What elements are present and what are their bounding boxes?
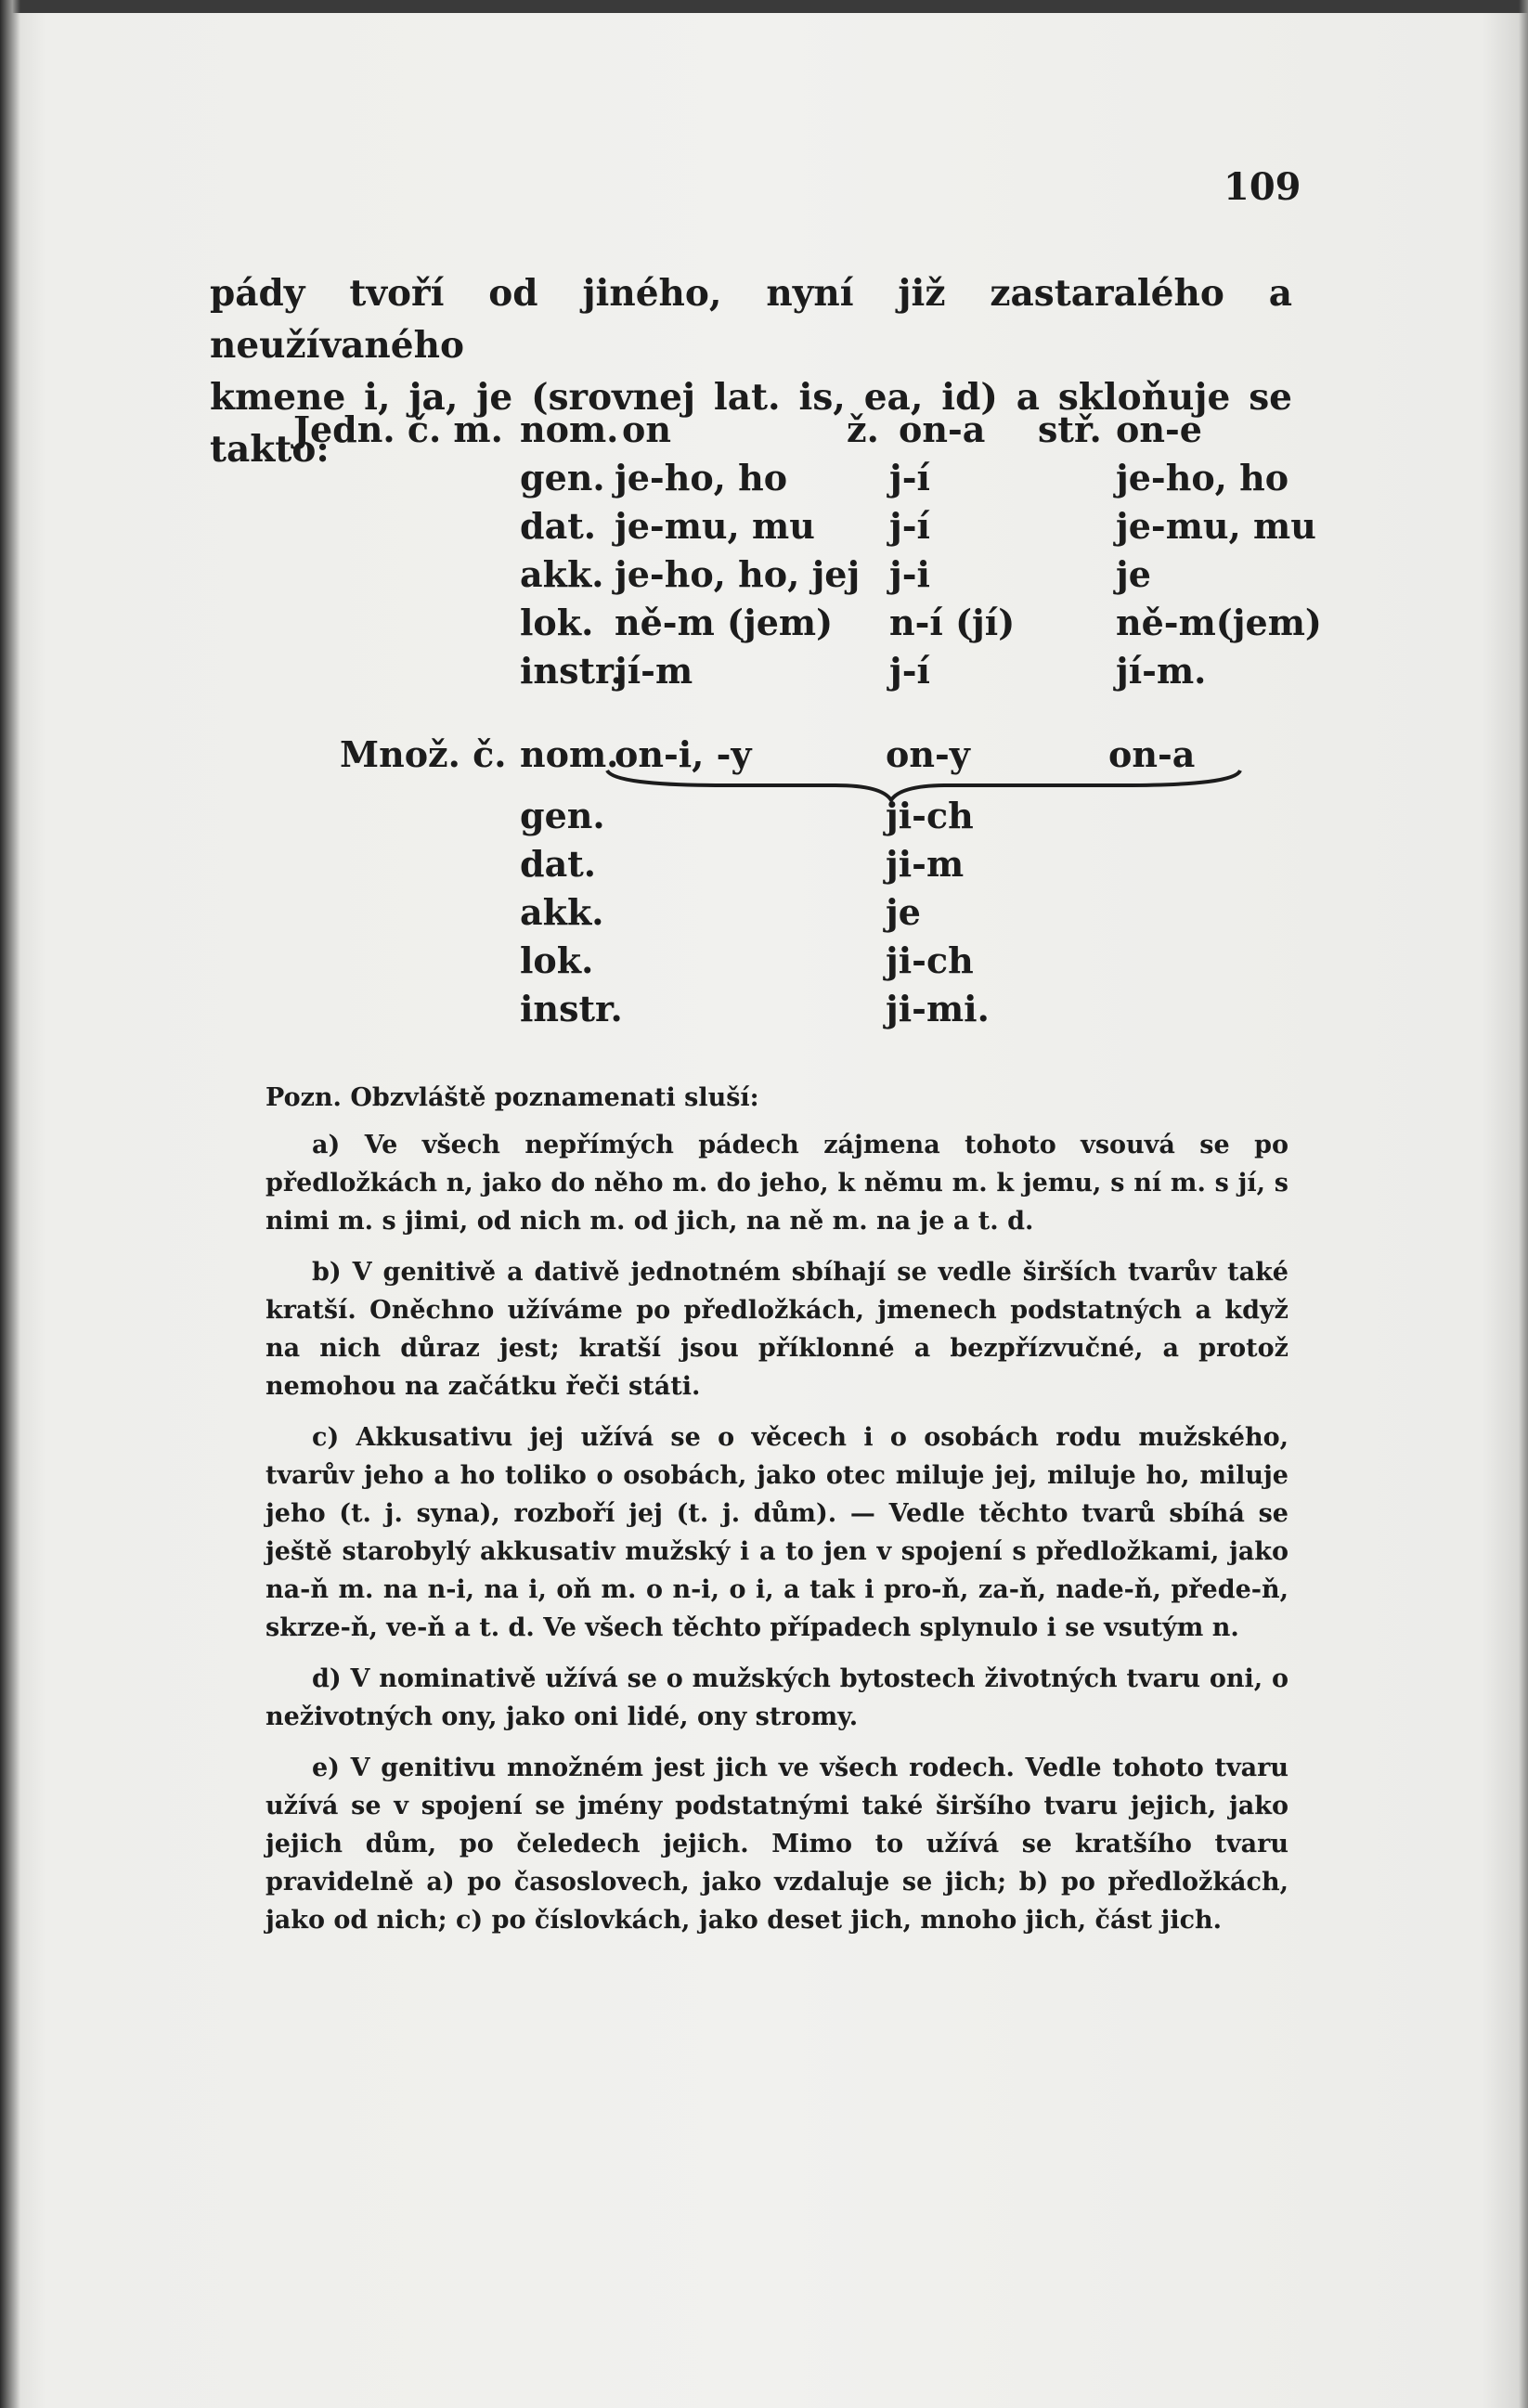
singular-label: Jedn. č. m. — [293, 408, 503, 450]
plural-form: je — [886, 891, 921, 933]
plural-form: ji-ch — [886, 939, 974, 981]
case-label: akk. — [520, 891, 604, 933]
note-e: e) V genitivu množném jest jich ve všech rodech. Vedle tohoto tvaru užívá se v spojení se jmény podstatnými také širšího tvaru jejich, jako jejich dům, po čeledech jejich. Mimo to užívá se kratšího tvaru pravidelně a) po časoslovech, jako vzdaluje se jich; b) po předložkách, jako od nich; c) po číslovkách, jako deset jich, mnoho jich, část jich. — [265, 1754, 1288, 1935]
case-label: nom. — [520, 733, 619, 775]
case-label: akk. — [520, 553, 604, 595]
case-label: gen. — [520, 457, 605, 498]
plural-label: Množ. č. — [340, 733, 507, 775]
case-label: dat. — [520, 843, 596, 885]
intro-line-1: pády tvoří od jiného, nyní již zastaralého a neužívaného — [210, 272, 1292, 367]
case-label: nom. — [520, 408, 619, 450]
note-c: c) Akkusativu jej užívá se o věcech i o osobách rodu mužského, tvarův jeho a ho toliko o osobách, jako otec miluje jej, miluje ho, miluje jeho (t. j. syna), rozboří jej (t. j. dům). — Vedle těchto tvarů sbíhá se ještě starobylý akkusativ mužský i a to jen v spojení s předložkami, jako na-ň m. na n-i, na i, oň m. o n-i, o i, a tak i pro-ň, za-ň, nade-ň, přede-ň, skrze-ň, ve-ň a t. d. Ve všech těchto případech splynulo i se vsutým n. — [265, 1423, 1288, 1642]
note-d: d) V nominativě užívá se o mužských bytostech životných tvaru oni, o neživotných ony, jako oni lidé, ony stromy. — [265, 1664, 1288, 1731]
neut-form: on-e — [1116, 408, 1202, 450]
note-b: b) V genitivě a dativě jednotném sbíhají se vedle širších tvarův také kratší. Oněchno užíváme po předložkách, jmenech podstatných a když na nich důraz jest; kratší jsou příklonné a bezpřízvučné, a protož nemohou na začátku řeči státi. — [265, 1258, 1288, 1401]
note-a: a) Ve všech nepřímých pádech zájmena tohoto vsouvá se po předložkách n, jako do něho m. do jeho, k němu m. k jemu, s ní m. s jí, s nimi m. s jimi, od nich m. od jich, na ně m. na je a t. d. — [265, 1131, 1288, 1236]
neuter-label: stř. — [1038, 408, 1102, 450]
masc-form: je-ho, ho, jej — [615, 553, 861, 595]
masc-form: on — [622, 408, 671, 450]
scan-edge-top — [0, 0, 1528, 13]
page-number: 109 — [1224, 165, 1301, 209]
neut-form: ně-m(jem) — [1116, 602, 1322, 643]
notes-heading: Pozn. Obzvláště poznamenati sluší: — [265, 1083, 759, 1112]
scan-edge-left — [0, 0, 20, 2408]
fem-form: j-í — [889, 505, 930, 547]
notes-section — [265, 1079, 1288, 1952]
neut-form: je — [1116, 553, 1151, 595]
scan-edge-right — [1519, 0, 1528, 2408]
neut-form: je-ho, ho — [1116, 457, 1289, 498]
plural-form: ji-mi. — [886, 988, 990, 1029]
case-label: instr. — [520, 988, 623, 1029]
masc-form: on-i, -y — [615, 733, 752, 775]
case-label: gen. — [520, 795, 605, 836]
case-label: instr. — [520, 650, 623, 692]
neut-form: je-mu, mu — [1116, 505, 1316, 547]
case-label: lok. — [520, 602, 594, 643]
masc-form: je-ho, ho — [615, 457, 788, 498]
case-label: lok. — [520, 939, 594, 981]
intro-line-2: kmene i, ja, je (srovnej lat. is, ea, id) a skloňuje se takto: — [210, 376, 1292, 471]
fem-form: on-a — [899, 408, 986, 450]
neut-form: on-a — [1108, 733, 1196, 775]
masc-form: je-mu, mu — [615, 505, 815, 547]
neut-form: jí-m. — [1116, 650, 1207, 692]
fem-form: j-í — [889, 457, 930, 498]
masc-form: ně-m (jem) — [615, 602, 834, 643]
case-label: dat. — [520, 505, 596, 547]
masc-form: jí-m — [615, 650, 693, 692]
fem-form: j-i — [889, 553, 930, 595]
fem-form: n-í (jí) — [889, 602, 1016, 643]
plural-form: ji-m — [886, 843, 965, 885]
feminine-label: ž. — [847, 408, 879, 450]
fem-form: on-y — [886, 733, 970, 775]
fem-form: j-í — [889, 650, 930, 692]
plural-form: ji-ch — [886, 795, 974, 836]
